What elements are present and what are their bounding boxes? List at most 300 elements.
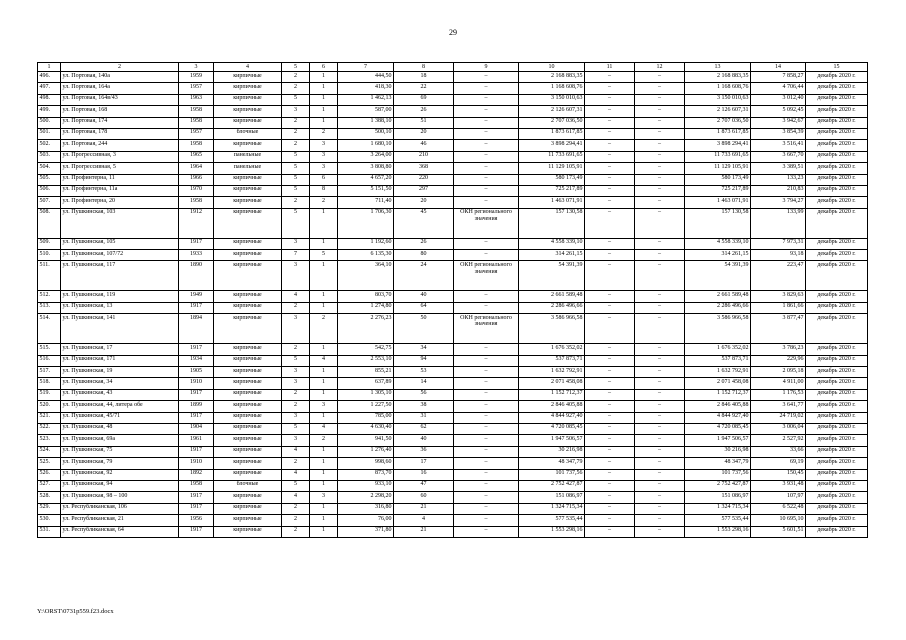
table-row bbox=[38, 401, 868, 412]
table-cell: 14 bbox=[394, 378, 454, 389]
table-cell: 1957 bbox=[179, 128, 214, 139]
table-cell: 1 bbox=[310, 344, 338, 355]
table-cell: 4 630,40 bbox=[338, 423, 394, 434]
table-cell: 1 324 715,34 bbox=[685, 503, 751, 514]
table-cell: ул. Пушкинская, 94 bbox=[61, 480, 179, 491]
table-cell: – bbox=[454, 83, 519, 94]
table-cell: 1 463 071,91 bbox=[519, 197, 585, 208]
table-row bbox=[38, 446, 868, 457]
table-cell: декабрь 2020 г. bbox=[806, 185, 868, 196]
table-row bbox=[38, 128, 868, 139]
table-row bbox=[38, 250, 868, 261]
table-cell: 529. bbox=[38, 503, 61, 514]
table-cell: 1 bbox=[310, 117, 338, 128]
table-cell: 1 bbox=[310, 526, 338, 537]
table-cell: – bbox=[585, 503, 635, 514]
table-cell: 2 bbox=[282, 401, 310, 412]
table-cell: 3 bbox=[282, 106, 310, 117]
table-cell: 1949 bbox=[179, 291, 214, 302]
table-row bbox=[38, 291, 868, 302]
table-cell: 580 173,49 bbox=[685, 174, 751, 185]
table-cell: 2 553,10 bbox=[338, 355, 394, 366]
table-cell: 1910 bbox=[179, 378, 214, 389]
table-cell: 516. bbox=[38, 355, 61, 366]
table-cell: кирпичные bbox=[214, 412, 282, 423]
table-cell: 4 844 927,40 bbox=[685, 412, 751, 423]
table-row bbox=[38, 469, 868, 480]
table-cell: 803,70 bbox=[338, 291, 394, 302]
table-cell: 2 527,92 bbox=[751, 435, 806, 446]
table-cell: 508. bbox=[38, 208, 61, 238]
table-cell: кирпичные bbox=[214, 367, 282, 378]
table-row bbox=[38, 367, 868, 378]
table-cell: 519. bbox=[38, 389, 61, 400]
table-cell: 3 bbox=[282, 435, 310, 446]
table-cell: 1 bbox=[310, 72, 338, 83]
table-cell: 24 bbox=[394, 261, 454, 291]
table-cell: 4 558 339,10 bbox=[685, 238, 751, 249]
table-cell: 45 bbox=[394, 208, 454, 238]
table-cell: 1 632 792,91 bbox=[685, 367, 751, 378]
table-cell: – bbox=[585, 83, 635, 94]
table-cell: кирпичные bbox=[214, 344, 282, 355]
table-cell: – bbox=[635, 174, 685, 185]
table-cell: 1961 bbox=[179, 435, 214, 446]
table-cell: 444,50 bbox=[338, 72, 394, 83]
table-row bbox=[38, 515, 868, 526]
table-cell: декабрь 2020 г. bbox=[806, 458, 868, 469]
table-cell: ул. Пушкинская, 43 bbox=[61, 389, 179, 400]
table-cell: блочные bbox=[214, 128, 282, 139]
column-number-row bbox=[38, 63, 868, 72]
page-number: 29 bbox=[449, 28, 457, 37]
table-cell: – bbox=[585, 261, 635, 291]
table-cell: 3 bbox=[310, 163, 338, 174]
table-cell: декабрь 2020 г. bbox=[806, 83, 868, 94]
table-cell: кирпичные bbox=[214, 238, 282, 249]
file-path-footer: Y:\ORST\0731p559.f23.docx bbox=[37, 608, 114, 615]
table-cell: – bbox=[454, 291, 519, 302]
table-row bbox=[38, 197, 868, 208]
table-cell: – bbox=[635, 503, 685, 514]
column-number: 3 bbox=[179, 63, 214, 72]
table-cell: 3 150 010,63 bbox=[685, 94, 751, 105]
table-row bbox=[38, 238, 868, 249]
table-cell: – bbox=[635, 261, 685, 291]
table-cell: – bbox=[585, 94, 635, 105]
table-cell: 1 bbox=[310, 367, 338, 378]
table-row bbox=[38, 117, 868, 128]
table-cell: – bbox=[585, 174, 635, 185]
table-cell: – bbox=[454, 72, 519, 83]
table-cell: 133,99 bbox=[751, 208, 806, 238]
table-cell: ОКН регионального значения bbox=[454, 314, 519, 344]
table-cell: – bbox=[585, 492, 635, 503]
table-cell: – bbox=[585, 446, 635, 457]
table-cell: 2 286 496,66 bbox=[685, 302, 751, 313]
table-cell: декабрь 2020 г. bbox=[806, 469, 868, 480]
table-cell: 1963 bbox=[179, 94, 214, 105]
table-cell: 4 bbox=[282, 469, 310, 480]
table-cell: – bbox=[454, 378, 519, 389]
column-number: 13 bbox=[685, 63, 751, 72]
table-cell: 48 347,79 bbox=[685, 458, 751, 469]
table-cell: – bbox=[585, 163, 635, 174]
table-cell: декабрь 2020 г. bbox=[806, 261, 868, 291]
table-cell: – bbox=[635, 492, 685, 503]
table-cell: кирпичные bbox=[214, 435, 282, 446]
table-cell: 503. bbox=[38, 151, 61, 162]
table-cell: – bbox=[454, 435, 519, 446]
table-cell: 518. bbox=[38, 378, 61, 389]
table-cell: 1 bbox=[310, 412, 338, 423]
table-cell: 5 bbox=[282, 151, 310, 162]
table-cell: 1917 bbox=[179, 503, 214, 514]
table-cell: – bbox=[454, 526, 519, 537]
table-cell: 1910 bbox=[179, 458, 214, 469]
table-cell: 537 873,71 bbox=[685, 355, 751, 366]
table-cell: – bbox=[635, 314, 685, 344]
table-cell: декабрь 2020 г. bbox=[806, 355, 868, 366]
table-cell: 2 276,23 bbox=[338, 314, 394, 344]
table-cell: 506. bbox=[38, 185, 61, 196]
table-cell: ул. Профинтерна, 11а bbox=[61, 185, 179, 196]
table-cell: 1959 bbox=[179, 72, 214, 83]
table-cell: 2 bbox=[282, 197, 310, 208]
table-cell: 5 bbox=[282, 480, 310, 491]
table-cell: 133,23 bbox=[751, 174, 806, 185]
table-cell: 1 bbox=[310, 94, 338, 105]
table-cell: 711,40 bbox=[338, 197, 394, 208]
table-cell: 2 bbox=[282, 344, 310, 355]
table-cell: 4 558 339,10 bbox=[519, 238, 585, 249]
table-cell: 21 bbox=[394, 503, 454, 514]
table-cell: декабрь 2020 г. bbox=[806, 174, 868, 185]
table-cell: 1 bbox=[310, 515, 338, 526]
table-cell: 33,66 bbox=[751, 446, 806, 457]
table-cell: кирпичные bbox=[214, 503, 282, 514]
table-cell: 151 086,97 bbox=[519, 492, 585, 503]
table-cell: 1 bbox=[310, 106, 338, 117]
table-row bbox=[38, 458, 868, 469]
table-cell: ул. Профинтерна, 11 bbox=[61, 174, 179, 185]
table-cell: 20 bbox=[394, 197, 454, 208]
table-cell: 1966 bbox=[179, 174, 214, 185]
table-cell: 1 553 298,16 bbox=[519, 526, 585, 537]
table-cell: 76,00 bbox=[338, 515, 394, 526]
table-cell: 4 720 085,45 bbox=[685, 423, 751, 434]
table-cell: – bbox=[585, 151, 635, 162]
table-cell: 3 bbox=[282, 367, 310, 378]
table-cell: 314 261,15 bbox=[519, 250, 585, 261]
table-cell: ул. Прогрессивная, 5 bbox=[61, 163, 179, 174]
table-cell: 1912 bbox=[179, 208, 214, 238]
table-cell: 2 bbox=[282, 503, 310, 514]
table-cell: ул. Профинтерна, 20 bbox=[61, 197, 179, 208]
table-cell: 3 bbox=[310, 492, 338, 503]
table-cell: – bbox=[585, 117, 635, 128]
table-cell: 93,18 bbox=[751, 250, 806, 261]
table-cell: – bbox=[635, 106, 685, 117]
table-cell: 1 bbox=[310, 83, 338, 94]
table-cell: 1 152 712,37 bbox=[519, 389, 585, 400]
table-cell: 7 858,27 bbox=[751, 72, 806, 83]
table-cell: 523. bbox=[38, 435, 61, 446]
table-cell: – bbox=[635, 469, 685, 480]
table-cell: 4 844 927,40 bbox=[519, 412, 585, 423]
table-cell: 151 086,97 bbox=[685, 492, 751, 503]
table-cell: – bbox=[635, 151, 685, 162]
table-cell: – bbox=[635, 163, 685, 174]
table-cell: ул. Пушкинская, 98 – 100 bbox=[61, 492, 179, 503]
table-cell: 2 752 427,87 bbox=[519, 480, 585, 491]
table-row bbox=[38, 344, 868, 355]
table-cell: 51 bbox=[394, 117, 454, 128]
table-cell: 504. bbox=[38, 163, 61, 174]
table-row bbox=[38, 208, 868, 238]
table-cell: – bbox=[454, 174, 519, 185]
table-cell: 157 130,58 bbox=[519, 208, 585, 238]
table-cell: 5 bbox=[282, 94, 310, 105]
table-cell: 725 217,89 bbox=[685, 185, 751, 196]
table-cell: 524. bbox=[38, 446, 61, 457]
table-cell: – bbox=[454, 389, 519, 400]
table-cell: – bbox=[585, 435, 635, 446]
table-cell: 8 bbox=[310, 185, 338, 196]
column-number: 5 bbox=[282, 63, 310, 72]
table-cell: – bbox=[635, 344, 685, 355]
table-cell: 2 661 589,48 bbox=[519, 291, 585, 302]
table-cell: ул. Портовая, 168 bbox=[61, 106, 179, 117]
table-cell: 101 737,56 bbox=[519, 469, 585, 480]
table-cell: 11 733 691,65 bbox=[519, 151, 585, 162]
table-cell: декабрь 2020 г. bbox=[806, 378, 868, 389]
table-cell: 5 bbox=[282, 163, 310, 174]
table-cell: 4 bbox=[282, 291, 310, 302]
table-cell: – bbox=[585, 314, 635, 344]
table-cell: 36 bbox=[394, 446, 454, 457]
table-cell: – bbox=[454, 412, 519, 423]
table-cell: 580 173,49 bbox=[519, 174, 585, 185]
table-cell: – bbox=[585, 250, 635, 261]
table-cell: 1964 bbox=[179, 163, 214, 174]
table-cell: 517. bbox=[38, 367, 61, 378]
table-cell: 4 bbox=[282, 446, 310, 457]
table-cell: – bbox=[454, 128, 519, 139]
table-cell: – bbox=[454, 458, 519, 469]
table-cell: декабрь 2020 г. bbox=[806, 480, 868, 491]
table-cell: декабрь 2020 г. bbox=[806, 291, 868, 302]
table-cell: 3 bbox=[310, 401, 338, 412]
table-cell: 1 bbox=[310, 480, 338, 491]
table-cell: 3 bbox=[310, 140, 338, 151]
table-cell: 1 bbox=[310, 261, 338, 291]
table-cell: 2 707 036,50 bbox=[685, 117, 751, 128]
table-cell: 316,80 bbox=[338, 503, 394, 514]
table-cell: 1934 bbox=[179, 355, 214, 366]
table-cell: 1 bbox=[310, 208, 338, 238]
table-cell: – bbox=[454, 367, 519, 378]
table-cell: 5 092,45 bbox=[751, 106, 806, 117]
table-cell: кирпичные bbox=[214, 401, 282, 412]
table-cell: – bbox=[635, 458, 685, 469]
table-row bbox=[38, 261, 868, 291]
table-cell: декабрь 2020 г. bbox=[806, 117, 868, 128]
table-cell: 4 bbox=[394, 515, 454, 526]
table-cell: 54 391,39 bbox=[519, 261, 585, 291]
table-cell: – bbox=[635, 117, 685, 128]
table-cell: 1958 bbox=[179, 480, 214, 491]
table-cell: панельные bbox=[214, 163, 282, 174]
table-cell: – bbox=[635, 185, 685, 196]
table-cell: 4 720 085,45 bbox=[519, 423, 585, 434]
table-cell: 527. bbox=[38, 480, 61, 491]
table-cell: 5 151,50 bbox=[338, 185, 394, 196]
table-row bbox=[38, 526, 868, 537]
table-cell: 5 bbox=[282, 174, 310, 185]
table-cell: 1917 bbox=[179, 412, 214, 423]
table-cell: 107,97 bbox=[751, 492, 806, 503]
table-cell: 418,30 bbox=[338, 83, 394, 94]
table-cell: 2 661 589,48 bbox=[685, 291, 751, 302]
table-cell: ул. Пушкинская, 141 bbox=[61, 314, 179, 344]
table-cell: 525. bbox=[38, 458, 61, 469]
table-cell: 150,45 bbox=[751, 469, 806, 480]
table-cell: 3 786,23 bbox=[751, 344, 806, 355]
table-cell: ул. Пушкинская, 69а bbox=[61, 435, 179, 446]
table-row bbox=[38, 94, 868, 105]
table-cell: 2 bbox=[282, 72, 310, 83]
table-cell: – bbox=[635, 389, 685, 400]
table-cell: 3 898 294,41 bbox=[685, 140, 751, 151]
table-cell: 587,00 bbox=[338, 106, 394, 117]
table-cell: 5 bbox=[282, 355, 310, 366]
table-cell: 1 bbox=[310, 238, 338, 249]
table-cell: 1957 bbox=[179, 83, 214, 94]
table-cell: 3 877,47 bbox=[751, 314, 806, 344]
table-cell: 2 bbox=[310, 314, 338, 344]
table-cell: – bbox=[585, 106, 635, 117]
table-cell: 1917 bbox=[179, 344, 214, 355]
table-row bbox=[38, 314, 868, 344]
table-cell: 1905 bbox=[179, 367, 214, 378]
column-number: 12 bbox=[635, 63, 685, 72]
table-cell: 1917 bbox=[179, 446, 214, 457]
table-cell: кирпичные bbox=[214, 94, 282, 105]
table-cell: – bbox=[635, 367, 685, 378]
table-cell: 637,89 bbox=[338, 378, 394, 389]
column-number: 15 bbox=[806, 63, 868, 72]
table-cell: кирпичные bbox=[214, 492, 282, 503]
table-cell: 1 bbox=[310, 469, 338, 480]
table-cell: 496. bbox=[38, 72, 61, 83]
table-cell: – bbox=[585, 378, 635, 389]
table-cell: – bbox=[585, 208, 635, 238]
table-cell: – bbox=[635, 128, 685, 139]
table-cell: 5 bbox=[310, 250, 338, 261]
table-cell: 1 680,10 bbox=[338, 140, 394, 151]
table-cell: ул. Республиканская, 106 bbox=[61, 503, 179, 514]
table-cell: 514. bbox=[38, 314, 61, 344]
table-cell: – bbox=[454, 515, 519, 526]
table-cell: 3 667,70 bbox=[751, 151, 806, 162]
table-cell: – bbox=[635, 480, 685, 491]
table-cell: декабрь 2020 г. bbox=[806, 151, 868, 162]
table-cell: – bbox=[585, 302, 635, 313]
table-cell: 1 bbox=[310, 389, 338, 400]
table-row bbox=[38, 151, 868, 162]
table-cell: декабрь 2020 г. bbox=[806, 314, 868, 344]
table-cell: 1 168 608,76 bbox=[519, 83, 585, 94]
table-cell: 2 bbox=[282, 140, 310, 151]
table-cell: ул. Пушкинская, 75 bbox=[61, 446, 179, 457]
table-cell: 531. bbox=[38, 526, 61, 537]
table-cell: 1 553 298,16 bbox=[685, 526, 751, 537]
table-cell: 54 391,39 bbox=[685, 261, 751, 291]
table-cell: 2 bbox=[282, 128, 310, 139]
table-cell: 1 176,53 bbox=[751, 389, 806, 400]
table-cell: 3 586 966,58 bbox=[685, 314, 751, 344]
table-cell: 5 601,51 bbox=[751, 526, 806, 537]
table-cell: 7 bbox=[282, 250, 310, 261]
table-cell: – bbox=[635, 302, 685, 313]
table-cell: 1965 bbox=[179, 151, 214, 162]
table-cell: ул. Портовая, 178 bbox=[61, 128, 179, 139]
table-cell: ул. Пушкинская, 44, литера обе bbox=[61, 401, 179, 412]
table-cell: блочные bbox=[214, 480, 282, 491]
table-cell: 1 276,40 bbox=[338, 446, 394, 457]
table-cell: кирпичные bbox=[214, 261, 282, 291]
table-cell: декабрь 2020 г. bbox=[806, 344, 868, 355]
table-cell: ул. Пушкинская, 19 bbox=[61, 367, 179, 378]
table-cell: декабрь 2020 г. bbox=[806, 140, 868, 151]
table-cell: ул. Пушкинская, 34 bbox=[61, 378, 179, 389]
table-cell: 530. bbox=[38, 515, 61, 526]
table-cell: декабрь 2020 г. bbox=[806, 367, 868, 378]
table-cell: 48 347,79 bbox=[519, 458, 585, 469]
table-cell: 40 bbox=[394, 435, 454, 446]
table-cell: 512. bbox=[38, 291, 61, 302]
table-cell: декабрь 2020 г. bbox=[806, 412, 868, 423]
table-cell: 3 898 294,41 bbox=[519, 140, 585, 151]
table-cell: – bbox=[585, 72, 635, 83]
table-cell: 60 bbox=[394, 492, 454, 503]
table-cell: 2 846 405,88 bbox=[519, 401, 585, 412]
table-cell: 2 095,18 bbox=[751, 367, 806, 378]
table-cell: 2 bbox=[282, 526, 310, 537]
table-cell: 56 bbox=[394, 389, 454, 400]
table-cell: – bbox=[585, 344, 635, 355]
table-cell: – bbox=[635, 72, 685, 83]
table-row bbox=[38, 72, 868, 83]
table-cell: – bbox=[635, 94, 685, 105]
housing-register-table bbox=[37, 62, 868, 538]
table-cell: – bbox=[635, 378, 685, 389]
table-row bbox=[38, 163, 868, 174]
table-cell: 371,80 bbox=[338, 526, 394, 537]
table-row bbox=[38, 140, 868, 151]
table-cell: декабрь 2020 г. bbox=[806, 389, 868, 400]
column-number: 9 bbox=[454, 63, 519, 72]
table-cell: 1904 bbox=[179, 423, 214, 434]
table-cell: – bbox=[585, 526, 635, 537]
table-cell: 31 bbox=[394, 412, 454, 423]
table-cell: 1 324 715,34 bbox=[519, 503, 585, 514]
table-cell: 3 bbox=[282, 314, 310, 344]
table-cell: 3 bbox=[282, 412, 310, 423]
table-cell: 521. bbox=[38, 412, 61, 423]
table-cell: 1958 bbox=[179, 197, 214, 208]
